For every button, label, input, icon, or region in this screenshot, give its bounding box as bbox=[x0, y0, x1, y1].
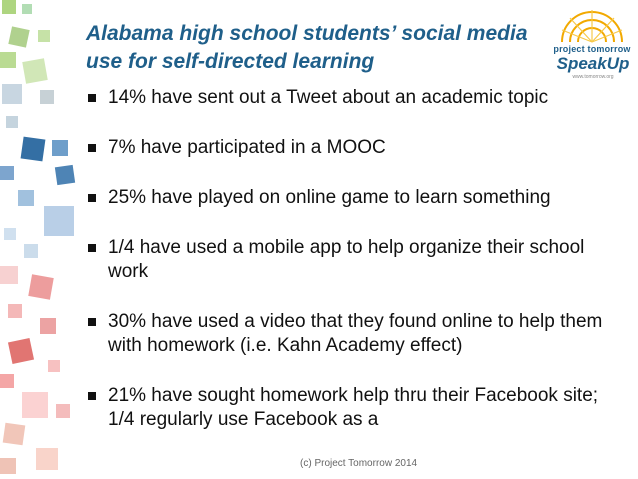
bullet-text: 14% have sent out a Tweet about an academic topic bbox=[108, 87, 549, 108]
bullet-item bbox=[86, 186, 606, 210]
bullet-text: 21% have sought homework help thru their Facebook site; 1/4 regularly use Facebook as a bbox=[108, 385, 599, 430]
logo-org-name: project tomorrow bbox=[553, 44, 631, 54]
bullet-text: 25% have played on online game to learn something bbox=[108, 187, 551, 208]
copyright-footer: (c) Project Tomorrow 2014 bbox=[300, 458, 418, 469]
decorative-squares bbox=[0, 0, 80, 479]
square-bullet-icon bbox=[88, 94, 96, 102]
square-bullet-icon bbox=[88, 194, 96, 202]
bullet-text: 7% have participated in a MOOC bbox=[108, 137, 386, 158]
bullet-text: 30% have used a video that they found online to help them with homework (i.e. Kahn Academy effect) bbox=[108, 311, 603, 356]
bullet-list bbox=[86, 86, 606, 458]
slide-title: Alabama high school students’ social media use for self-directed learning bbox=[86, 22, 528, 73]
bullet-item bbox=[86, 136, 606, 160]
speakup-logo bbox=[548, 8, 632, 80]
bullet-item bbox=[86, 236, 606, 284]
bullet-item bbox=[86, 384, 606, 432]
square-bullet-icon bbox=[88, 318, 96, 326]
bullet-item bbox=[86, 86, 606, 110]
square-bullet-icon bbox=[88, 244, 96, 252]
bullet-item bbox=[86, 310, 606, 358]
logo-url: www.tomorrow.org bbox=[572, 74, 614, 80]
square-bullet-icon bbox=[88, 392, 96, 400]
bullet-text: 1/4 have used a mobile app to help organize their school work bbox=[108, 237, 585, 282]
sun-logo-icon bbox=[556, 8, 628, 44]
square-bullet-icon bbox=[88, 144, 96, 152]
logo-brand-name: SpeakUp bbox=[556, 54, 630, 73]
